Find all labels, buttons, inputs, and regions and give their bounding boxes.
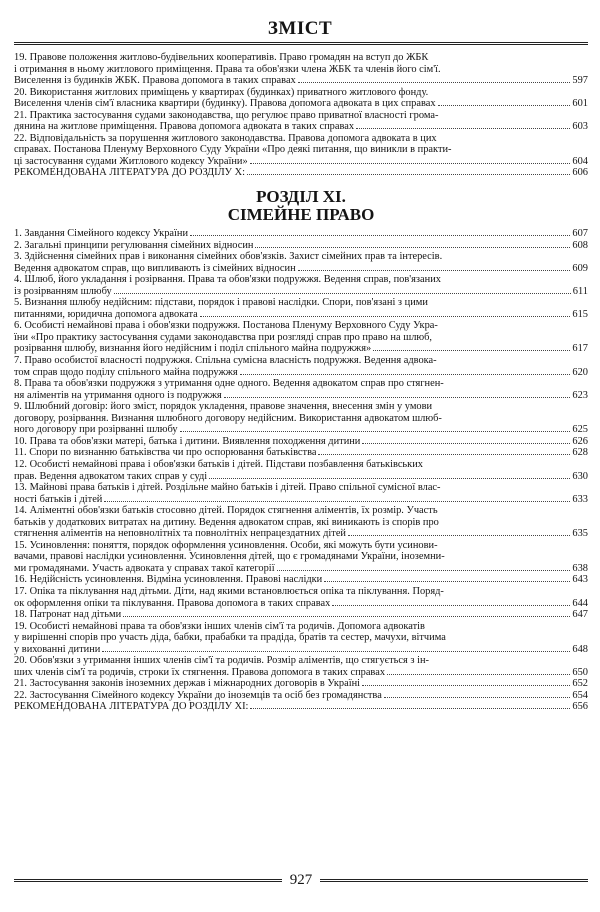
toc-entry-last-line: [14, 367, 588, 379]
toc-entry-line: 12. Особисті немайнові права і обов'язки батьків і дітей. Підстави позбавлення батьківських: [14, 458, 423, 470]
toc-page-number: 648: [572, 643, 588, 655]
dot-leader: [255, 247, 570, 248]
toc-entry-text: стягнення аліментів на неповнолітніх та повнолітніх непрацездатних дітей: [14, 528, 346, 540]
toc-entry-last-line: [14, 563, 588, 575]
dot-leader: [209, 478, 570, 479]
toc-entry: [14, 436, 588, 448]
toc-entry: [14, 133, 588, 168]
toc-entry-text: дянина на житлове приміщення. Правова допомога адвоката в таких справах: [14, 121, 355, 133]
toc-entry-line: 9. Шлюбний договір: його зміст, порядок укладення, правове значення, внесення змін у умови: [14, 401, 433, 413]
toc-entry-text: 16. Недійсність усиновлення. Відміна усиновлення. Правові наслідки: [14, 574, 323, 586]
toc-page-number: 603: [572, 121, 588, 133]
toc-entry-line: справах. Постанова Пленуму Верховного Суду України «Про деякі питання, що виникли в практи-: [14, 144, 452, 156]
dot-leader: [180, 431, 571, 432]
toc-entry-line: 14. Аліментні обов'язки батьків стосовно дітей. Порядок стягнення аліментів, їх розмір. Участь: [14, 505, 438, 517]
toc-entry-last-line: [14, 309, 588, 321]
toc-entry: [14, 251, 588, 274]
toc-entry-last-line: [14, 343, 588, 355]
toc-entry-last-line: [14, 167, 588, 179]
toc-entry-text: у вихованні дитини: [14, 643, 101, 655]
toc-entry-last-line: [14, 471, 588, 483]
toc-page-number: 656: [572, 701, 588, 713]
toc-entry-line: 8. Права та обов'язки подружжя з утримання одне одного. Ведення адвокатом справ про стягнен-: [14, 378, 444, 390]
toc-entry-last-line: [14, 690, 588, 702]
toc-entry-text: 22. Застосування Сімейного кодексу України до іноземців та осіб без громадянства: [14, 689, 382, 701]
toc-entry: [14, 574, 588, 586]
toc-entry-line: договору, розірвання. Визнання шлюбного договору недійсним. Використання адвокатом шлюб-: [14, 412, 442, 424]
footer-rule-right: [320, 879, 588, 882]
toc-entry: [14, 87, 588, 110]
dot-leader: [247, 174, 570, 175]
toc-entry-last-line: [14, 609, 588, 621]
toc-entry-text: 10. Права та обов'язки матері, батька і дитини. Виявлення походження дитини: [14, 435, 361, 447]
toc-entry-line: 20. Обов'язки з утримання інших членів сім'ї та родичів. Розмір аліментів, що стягується з ін-: [14, 655, 429, 667]
toc-entry-text: РЕКОМЕНДОВАНА ЛІТЕРАТУРА ДО РОЗДІЛУ XI:: [14, 701, 249, 713]
toc-entry-text: питаннями, юридична допомога адвоката: [14, 308, 198, 320]
toc-entry: [14, 655, 588, 678]
toc-entry-text: 21. Застосування законів іноземних держав і міжнародних договорів в Україні: [14, 678, 361, 690]
toc-entry: [14, 228, 588, 240]
toc-entry-last-line: [14, 667, 588, 679]
toc-entry-line: 3. Здійснення сімейних прав і виконання сімейних обов'язків. Захист сімейних прав та інтересів.: [14, 251, 443, 263]
header-rule: [14, 42, 588, 45]
dot-leader: [277, 570, 571, 571]
page-header-title: ЗМІСТ: [267, 18, 333, 39]
toc-entry: [14, 586, 588, 609]
toc-page-number: 647: [572, 609, 588, 621]
toc-page-number: 650: [572, 666, 588, 678]
page-footer: [14, 872, 588, 889]
toc-entry-text: розірвання шлюбу, визнання його недійсним і поділ спільного майна подружжя»: [14, 343, 372, 355]
dot-leader: [387, 674, 570, 675]
toc-entry-last-line: [14, 156, 588, 168]
toc-entry-last-line: [14, 286, 588, 298]
toc-entry-last-line: [14, 644, 588, 656]
dot-leader: [384, 697, 571, 698]
toc-entry: [14, 110, 588, 133]
toc-entry-last-line: [14, 678, 588, 690]
toc-entry: [14, 678, 588, 690]
dot-leader: [200, 316, 571, 317]
toc-entry-last-line: [14, 424, 588, 436]
toc-entry-last-line: [14, 528, 588, 540]
toc-entry-line: і отримання в ньому житлового приміщення. Права та обов'язки члена ЖБК та членів його сім'ї.: [14, 63, 441, 75]
toc-entry: [14, 505, 588, 540]
toc-entry: [14, 401, 588, 436]
toc-page-number: 604: [572, 155, 588, 167]
toc-entry: [14, 378, 588, 401]
toc-page-number: 623: [572, 389, 588, 401]
toc-entry: [14, 447, 588, 459]
toc-entry-line: 13. Майнові права батьків і дітей. Роздільне майно батьків і дітей. Право спільної сумісної влас-: [14, 482, 441, 494]
toc-page-number: 606: [572, 167, 588, 179]
dot-leader: [324, 581, 570, 582]
toc-entry-line: 7. Право особистої власності подружжя. Спільна сумісна власність подружжя. Ведення адвока-: [14, 355, 437, 367]
toc-entry-text: 2. Загальні принципи регулювання сімейних відносин: [14, 239, 254, 251]
dot-leader: [348, 535, 570, 536]
toc-entry: [14, 240, 588, 252]
toc-page-number: 630: [572, 470, 588, 482]
toc-entry: [14, 167, 588, 179]
toc-entry-line: 5. Визнання шлюбу недійсним: підстави, порядок і правові наслідки. Спори, пов'язані з цими: [14, 297, 428, 309]
toc-page-number: 617: [572, 343, 588, 355]
toc-entry: [14, 274, 588, 297]
toc-entry-last-line: [14, 574, 588, 586]
toc-entry-text: прав. Ведення адвокатом таких справ у суді: [14, 470, 208, 482]
toc-entry: [14, 459, 588, 482]
toc-entry-text: РЕКОМЕНДОВАНА ЛІТЕРАТУРА ДО РОЗДІЛУ X:: [14, 167, 245, 179]
toc-page-number: 628: [572, 447, 588, 459]
footer-rule-left: [14, 879, 282, 882]
dot-leader: [362, 443, 570, 444]
toc-page-number: 652: [572, 678, 588, 690]
toc-entry-last-line: [14, 263, 588, 275]
dot-leader: [114, 293, 571, 294]
toc-entry-last-line: [14, 598, 588, 610]
section-title: РОЗДІЛ XI.: [256, 187, 346, 207]
dot-leader: [298, 82, 571, 83]
toc-page-number: 633: [572, 493, 588, 505]
toc-entry-line: 15. Усиновлення: поняття, порядок оформлення усиновлення. Особи, які можуть бути усинови-: [14, 539, 438, 551]
toc-entry-line: батьків у додаткових витратах на дитину. Ведення адвокатом справ, які виникають із спорів про: [14, 516, 439, 528]
toc-page-number: 644: [572, 597, 588, 609]
toc-page-number: 638: [572, 562, 588, 574]
toc-entry-text: ок оформлення опіки та піклування. Правова допомога в таких справах: [14, 597, 331, 609]
toc-page-number: 609: [572, 262, 588, 274]
toc-page-number: 643: [572, 574, 588, 586]
dot-leader: [102, 651, 570, 652]
toc-entry-line: вачами, правові наслідки усиновлення. Усиновлення дітей, що є громадянами України, іноземни-: [14, 551, 445, 563]
toc-page-number: 620: [572, 366, 588, 378]
toc-entry-text: 18. Патронат над дітьми: [14, 609, 122, 621]
toc-page-number: 607: [572, 228, 588, 240]
toc-entry-text: Виселення із будинків ЖБК. Правова допомога в таких справах: [14, 75, 296, 87]
toc-entry: [14, 540, 588, 575]
toc-entry-last-line: [14, 447, 588, 459]
toc-entry-last-line: [14, 436, 588, 448]
toc-entry: [14, 482, 588, 505]
toc-entry-last-line: [14, 701, 588, 713]
toc-entry-line: 17. Опіка та піклування над дітьми. Діти, над якими встановлюється опіка та піклування. Поряд-: [14, 585, 444, 597]
toc-entry: [14, 621, 588, 656]
dot-leader: [123, 616, 570, 617]
toc-entry-last-line: [14, 390, 588, 402]
dot-leader: [318, 454, 570, 455]
dot-leader: [104, 501, 570, 502]
toc-entry-text: Виселення членів сім'ї власника квартири (будинку). Правова допомога адвоката в цих справах: [14, 98, 436, 110]
table-of-contents: [14, 52, 588, 713]
dot-leader: [373, 350, 570, 351]
dot-leader: [356, 128, 570, 129]
dot-leader: [332, 605, 570, 606]
toc-entry-text: ших членів сім'ї та родичів, строки їх стягнення. Правова допомога в таких справах: [14, 666, 386, 678]
toc-page-number: 654: [572, 689, 588, 701]
toc-entry-last-line: [14, 494, 588, 506]
toc-entry-text: ного договору при розірванні шлюбу: [14, 424, 178, 436]
toc-page-number: 635: [572, 528, 588, 540]
toc-page-number: 626: [572, 435, 588, 447]
toc-page-number: 625: [572, 424, 588, 436]
toc-part-chapter-10: [14, 52, 588, 179]
toc-entry-line: 20. Використання житлових приміщень у квартирах (будинках) приватного житлового фонду.: [14, 86, 429, 98]
toc-entry-last-line: [14, 121, 588, 133]
toc-entry: [14, 297, 588, 320]
dot-leader: [190, 235, 570, 236]
toc-entry-last-line: [14, 240, 588, 252]
dot-leader: [240, 374, 571, 375]
toc-entry-line: 6. Особисті немайнові права і обов'язки подружжя. Постанова Пленуму Верховного Суду Укра-: [14, 320, 438, 332]
toc-entry-line: 21. Практика застосування судами законодавства, що регулює право приватної власності грома-: [14, 109, 439, 121]
dot-leader: [298, 270, 571, 271]
toc-entry: [14, 355, 588, 378]
toc-entry-line: 22. Відповідальність за порушення житлового законодавства. Правова допомога адвоката в цих: [14, 132, 437, 144]
section-subtitle: СІМЕЙНЕ ПРАВО: [227, 205, 375, 225]
toc-page-number: 611: [572, 285, 588, 297]
toc-page-number: 597: [572, 75, 588, 87]
dot-leader: [224, 397, 571, 398]
toc-entry-line: у вирішенні спорів про участь діда, бабки, прабабки та прадіда, братів та сестер, мачухи, вітчима: [14, 632, 446, 644]
toc-entry: [14, 52, 588, 87]
toc-entry-text: ми громадянами. Участь адвоката у справах такої категорії: [14, 562, 275, 574]
dot-leader: [250, 163, 571, 164]
toc-entry-text: 11. Спори по визнанню батьківства чи про оспорювання батьківства: [14, 447, 317, 459]
toc-entry-text: ня аліментів на утримання одного із подружжя: [14, 389, 222, 401]
toc-entry-line: 4. Шлюб, його укладання і розірвання. Права та обов'язки подружжя. Ведення справ, пов'язаних: [14, 274, 441, 286]
toc-entry-last-line: [14, 228, 588, 240]
toc-entry-text: Ведення адвокатом справ, що випливають із сімейних відносин: [14, 262, 296, 274]
dot-leader: [362, 685, 570, 686]
dot-leader: [438, 105, 571, 106]
toc-entry: [14, 690, 588, 702]
dot-leader: [250, 708, 570, 709]
toc-part-chapter-11: [14, 228, 588, 713]
toc-page-number: 601: [572, 98, 588, 110]
toc-entry-text: ці застосування судами Житлового кодексу України»: [14, 155, 248, 167]
toc-entry-text: том справ щодо поділу спільного майна подружжя: [14, 366, 238, 378]
toc-entry-text: із розірванням шлюбу: [14, 285, 112, 297]
toc-entry-last-line: [14, 75, 588, 87]
toc-entry: [14, 320, 588, 355]
page-number: 927: [289, 872, 313, 888]
toc-entry-text: ності батьків і дітей: [14, 493, 103, 505]
toc-entry-line: 19. Правове положення житлово-будівельних кооперативів. Право громадян на вступ до ЖБК: [14, 52, 429, 63]
toc-page-number: 608: [572, 239, 588, 251]
toc-entry-last-line: [14, 98, 588, 110]
toc-entry-text: 1. Завдання Сімейного кодексу України: [14, 228, 189, 240]
toc-entry: [14, 701, 588, 713]
toc-entry-line: 19. Особисті немайнові права та обов'язки інших членів сім'ї та родичів. Допомога адвокатів: [14, 620, 425, 632]
toc-entry: [14, 609, 588, 621]
toc-entry-line: їни «Про практику застосування судами законодавства при розгляді справ про право на шлюб,: [14, 331, 433, 343]
toc-page-number: 615: [572, 308, 588, 320]
